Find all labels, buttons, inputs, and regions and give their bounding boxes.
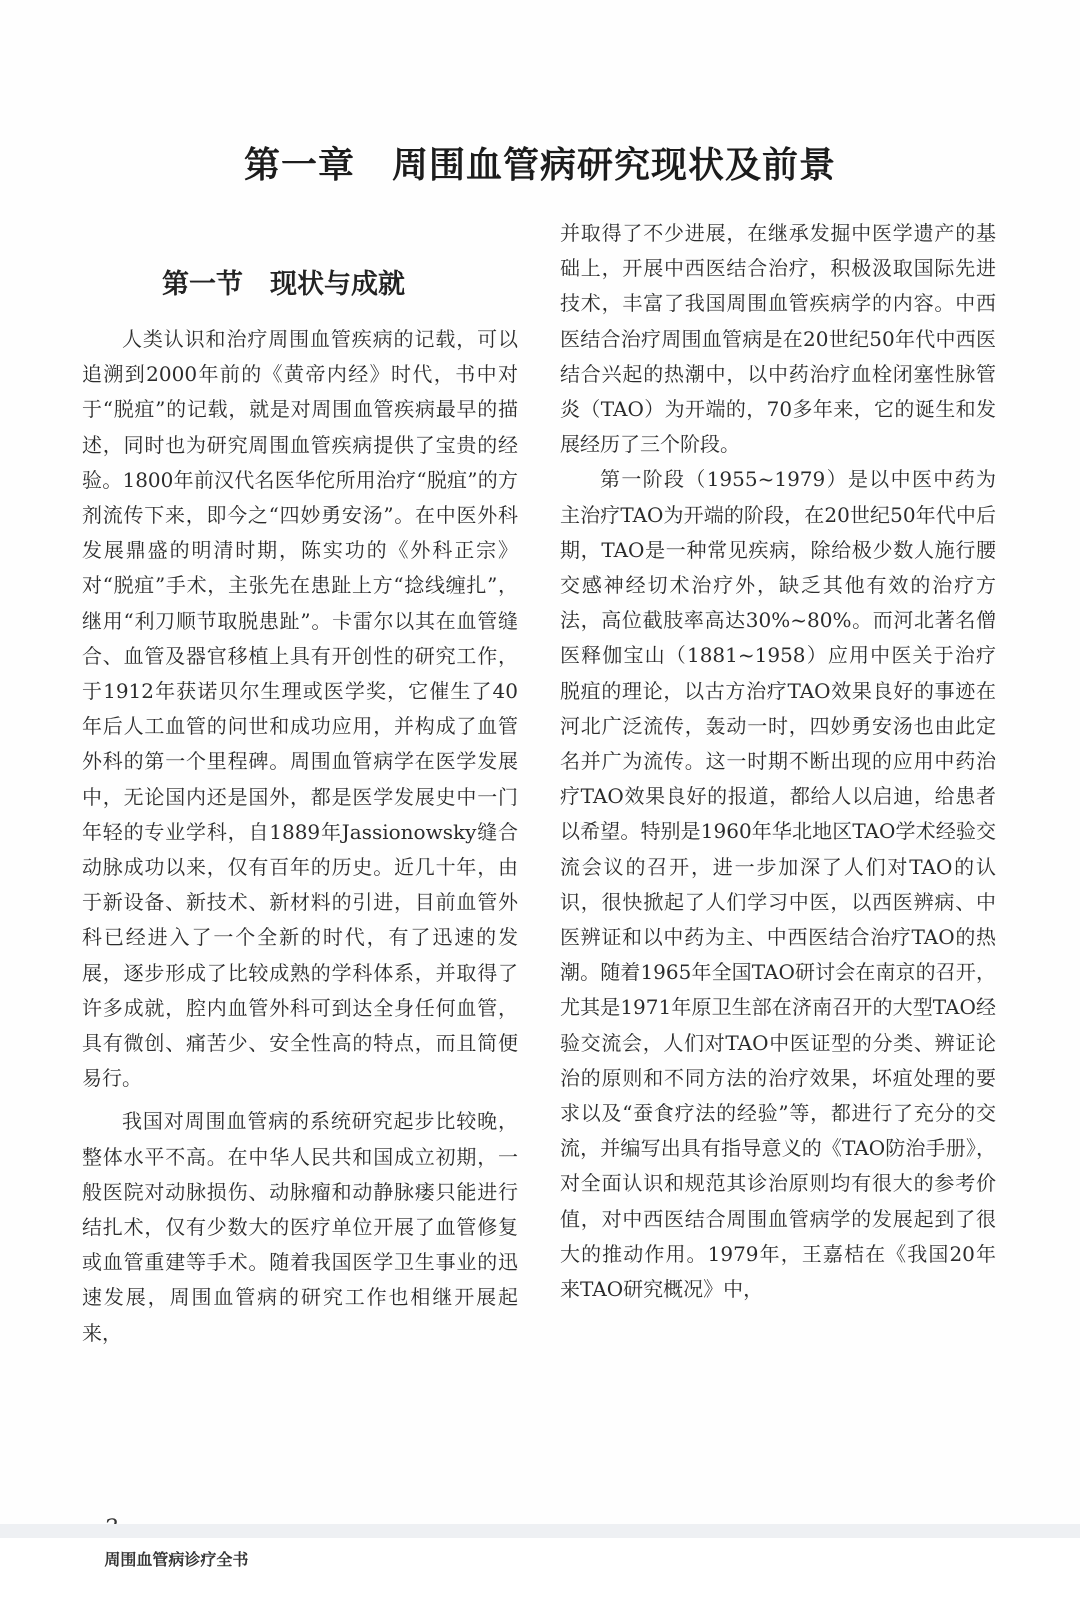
paragraph-continued: 并取得了不少进展，在继承发掘中医学遗产的基础上，开展中西医结合治疗，积极汲取国际先进技术，丰富了我国周围血管疾病学的内容。中西医结合治疗周围血管病是在20世纪50年代中西医结合兴起的热潮中，以中药治疗血栓闭塞性脉管炎（TAO）为开端的，70多年来，它的诞生和发展经历了三个阶段。 bbox=[560, 221, 996, 457]
left-column bbox=[82, 262, 518, 1351]
running-book-title: 周围血管病诊疗全书 bbox=[104, 1550, 249, 1569]
page-bottom-edge bbox=[0, 1524, 1080, 1538]
chapter-title: 第一章 周围血管病研究现状及前景 bbox=[243, 144, 836, 186]
page-footer bbox=[84, 1484, 249, 1569]
paragraph: 人类认识和治疗周围血管疾病的记载，可以追溯到2000年前的《黄帝内经》时代，书中对于“脱疽”的记载，就是对周围血管疾病最早的描述，同时也为研究周围血管疾病提供了宝贵的经验。1800年前汉代名医华佗所用治疗“脱疽”的方剂流传下来，即今之“四妙勇安汤”。在中医外科发展鼎盛的明清时期，陈实功的《外科正宗》对“脱疽”手术，主张先在患趾上方“捻线缠扎”，继用“利刀顺节取脱患趾”。卡雷尔以其在血管缝合、血管及器官移植上具有开创性的研究工作，于1912年获诺贝尔生理或医学奖，它催生了40年后人工血管的问世和成功应用，并构成了血管外科的第一个里程碑。周围血管病学在医学发展中，无论国内还是国外，都是医学发展史中一门年轻的专业学科，自1889年Jassionowsky缝合动脉成功以来，仅有百年的历史。近几十年，由于新设备、新技术、新材料的引进，目前血管外科已经进入了一个全新的时代，有了迅速的发展，逐步形成了比较成熟的学科体系，并取得了许多成就，腔内血管外科可到达全身任何血管，具有微创、痛苦少、安全性高的特点，而且简便易行。 bbox=[82, 327, 518, 1091]
paragraph: 第一阶段（1955~1979）是以中医中药为主治疗TAO为开端的阶段，在20世纪50年代中后期，TAO是一种常见疾病，除给极少数人施行腰交感神经切术治疗外，缺乏其他有效的治疗方法，高位截肢率高达30%~80%。而河北著名僧医释伽宝山（1881~1958）应用中医关于治疗脱疽的理论，以古方治疗TAO效果良好的事迹在河北广泛流传，轰动一时，四妙勇安汤也由此定名并广为流传。这一时期不断出现的应用中药治疗TAO效果良好的报道，都给人以启迪，给患者以希望。特别是1960年华北地区TAO学术经验交流会议的召开，进一步加深了人们对TAO的认识，很快掀起了人们学习中医，以西医辨病、中医辨证和以中药为主、中西医结合治疗TAO的热潮。随着1965年全国TAO研讨会在南京的召开，尤其是1971年原卫生部在济南召开的大型TAO经验交流会，人们对TAO中医证型的分类、辨证论治的原则和不同方法的治疗效果，坏疽处理的要求以及“蚕食疗法的经验”等，都进行了充分的交流，并编写出具有指导意义的《TAO防治手册》，对全面认识和规范其诊治原则均有很大的参考价值，对中西医结合周围血管病学的发展起到了很大的推动作用。1979年，王嘉桔在《我国20年来TAO研究概况》中， bbox=[560, 467, 996, 1302]
paragraph: 我国对周围血管病的系统研究起步比较晚，整体水平不高。在中华人民共和国成立初期，一般医院对动脉损伤、动脉瘤和动静脉瘘只能进行结扎术，仅有少数大的医疗单位开展了血管修复或血管重建等手术。随着我国医学卫生事业的迅速发展，周围血管病的研究工作也相继开展起来， bbox=[82, 1109, 518, 1345]
section-title: 第一节 现状与成就 bbox=[162, 269, 405, 300]
right-column bbox=[560, 216, 996, 1307]
